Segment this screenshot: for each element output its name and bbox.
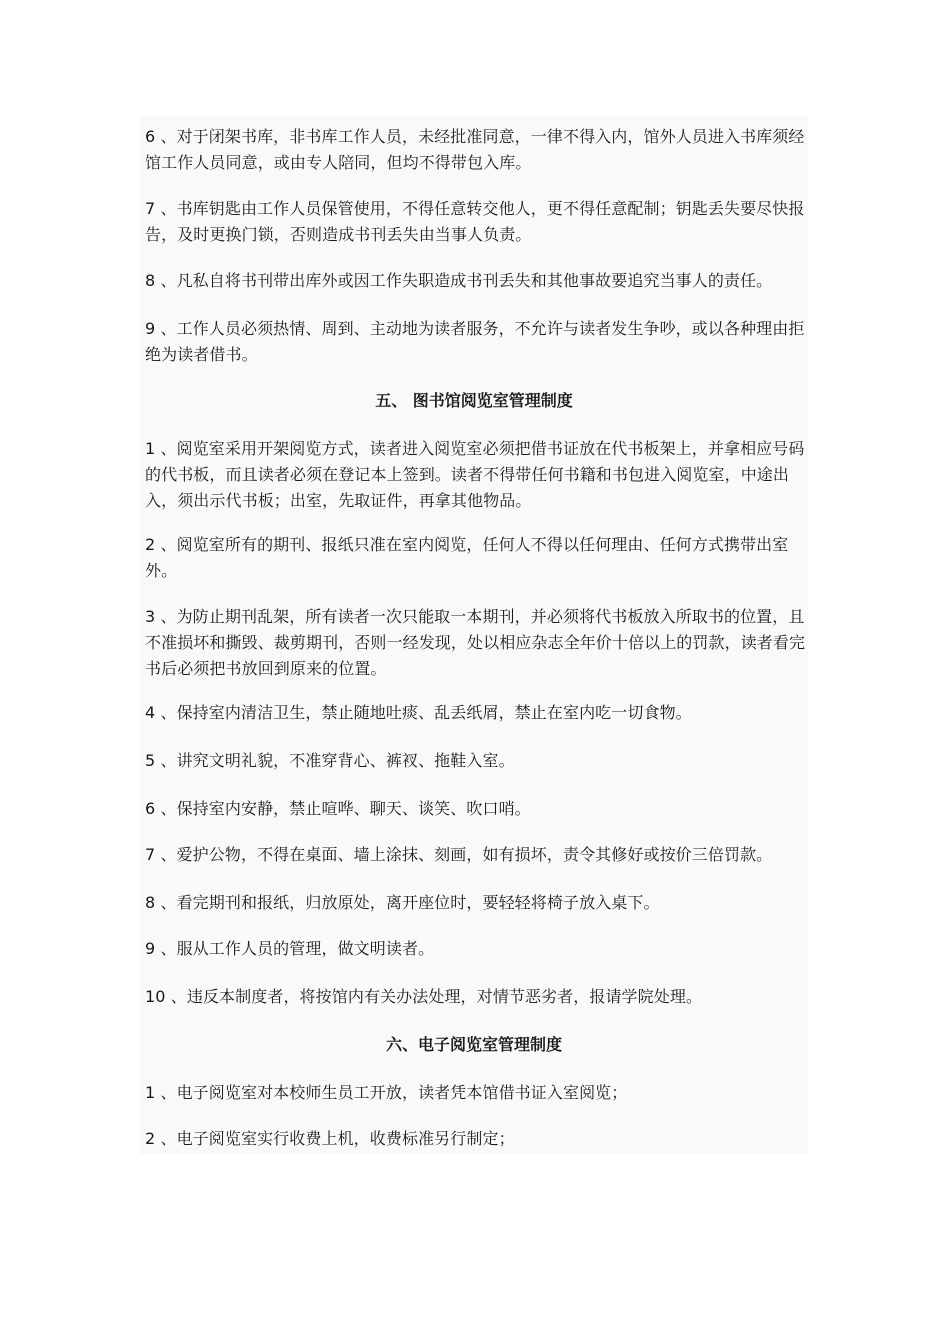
- rule-paragraph: 9 、工作人员必须热情、周到、主动地为读者服务，不允许与读者发生争吵，或以各种理由拒绝为读者借书。: [145, 319, 805, 364]
- rule-paragraph: 1 、电子阅览室对本校师生员工开放，读者凭本馆借书证入室阅览；: [145, 1083, 628, 1102]
- rule-paragraph: 8 、凡私自将书刊带出库外或因工作失职造成书刊丢失和其他事故要追究当事人的责任。: [145, 271, 773, 290]
- rule-paragraph: 1 、阅览室采用开架阅览方式，读者进入阅览室必须把借书证放在代书板架上，并拿相应号码的代书板，而且读者必须在登记本上签到。读者不得带任何书籍和书包进入阅览室，中途出入，须出示代书板；出室，先取证件，再拿其他物品。: [145, 439, 805, 510]
- rule-paragraph: 9 、服从工作人员的管理，做文明读者。: [145, 939, 435, 958]
- rule-paragraph: 7 、爱护公物，不得在桌面、墙上涂抹、刻画，如有损坏，责令其修好或按价三倍罚款。: [145, 845, 773, 864]
- rule-paragraph: 6 、保持室内安静，禁止喧哗、聊天、谈笑、吹口哨。: [145, 799, 531, 818]
- rule-paragraph: 2 、电子阅览室实行收费上机，收费标准另行制定；: [145, 1129, 515, 1148]
- rule-paragraph: 6 、对于闭架书库，非书库工作人员，未经批准同意，一律不得入内，馆外人员进入书库须经馆工作人员同意，或由专人陪同，但均不得带包入库。: [145, 127, 805, 172]
- rule-paragraph: 10 、违反本制度者，将按馆内有关办法处理，对情节恶劣者，报请学院处理。: [145, 987, 703, 1006]
- section-heading: 五、 图书馆阅览室管理制度: [375, 391, 573, 410]
- rule-paragraph: 3 、为防止期刊乱架，所有读者一次只能取一本期刊，并必须将代书板放入所取书的位置，且不准损坏和撕毁、裁剪期刊，否则一经发现，处以相应杂志全年价十倍以上的罚款，读者看完书后必须把书放回到原来的位置。: [145, 607, 806, 678]
- rule-paragraph: 7 、书库钥匙由工作人员保管使用，不得任意转交他人，更不得任意配制；钥匙丢失要尽快报告，及时更换门锁，否则造成书刊丢失由当事人负责。: [145, 199, 805, 244]
- rule-paragraph: 5 、讲究文明礼貌，不准穿背心、裤衩、拖鞋入室。: [145, 751, 515, 770]
- rule-paragraph: 8 、看完期刊和报纸，归放原处，离开座位时，要轻轻将椅子放入桌下。: [145, 893, 660, 912]
- rule-paragraph: 4 、保持室内清洁卫生，禁止随地吐痰、乱丢纸屑，禁止在室内吃一切食物。: [145, 703, 692, 722]
- section-heading: 六、电子阅览室管理制度: [385, 1035, 562, 1054]
- rule-paragraph: 2 、阅览室所有的期刊、报纸只准在室内阅览，任何人不得以任何理由、任何方式携带出室外。: [145, 535, 789, 580]
